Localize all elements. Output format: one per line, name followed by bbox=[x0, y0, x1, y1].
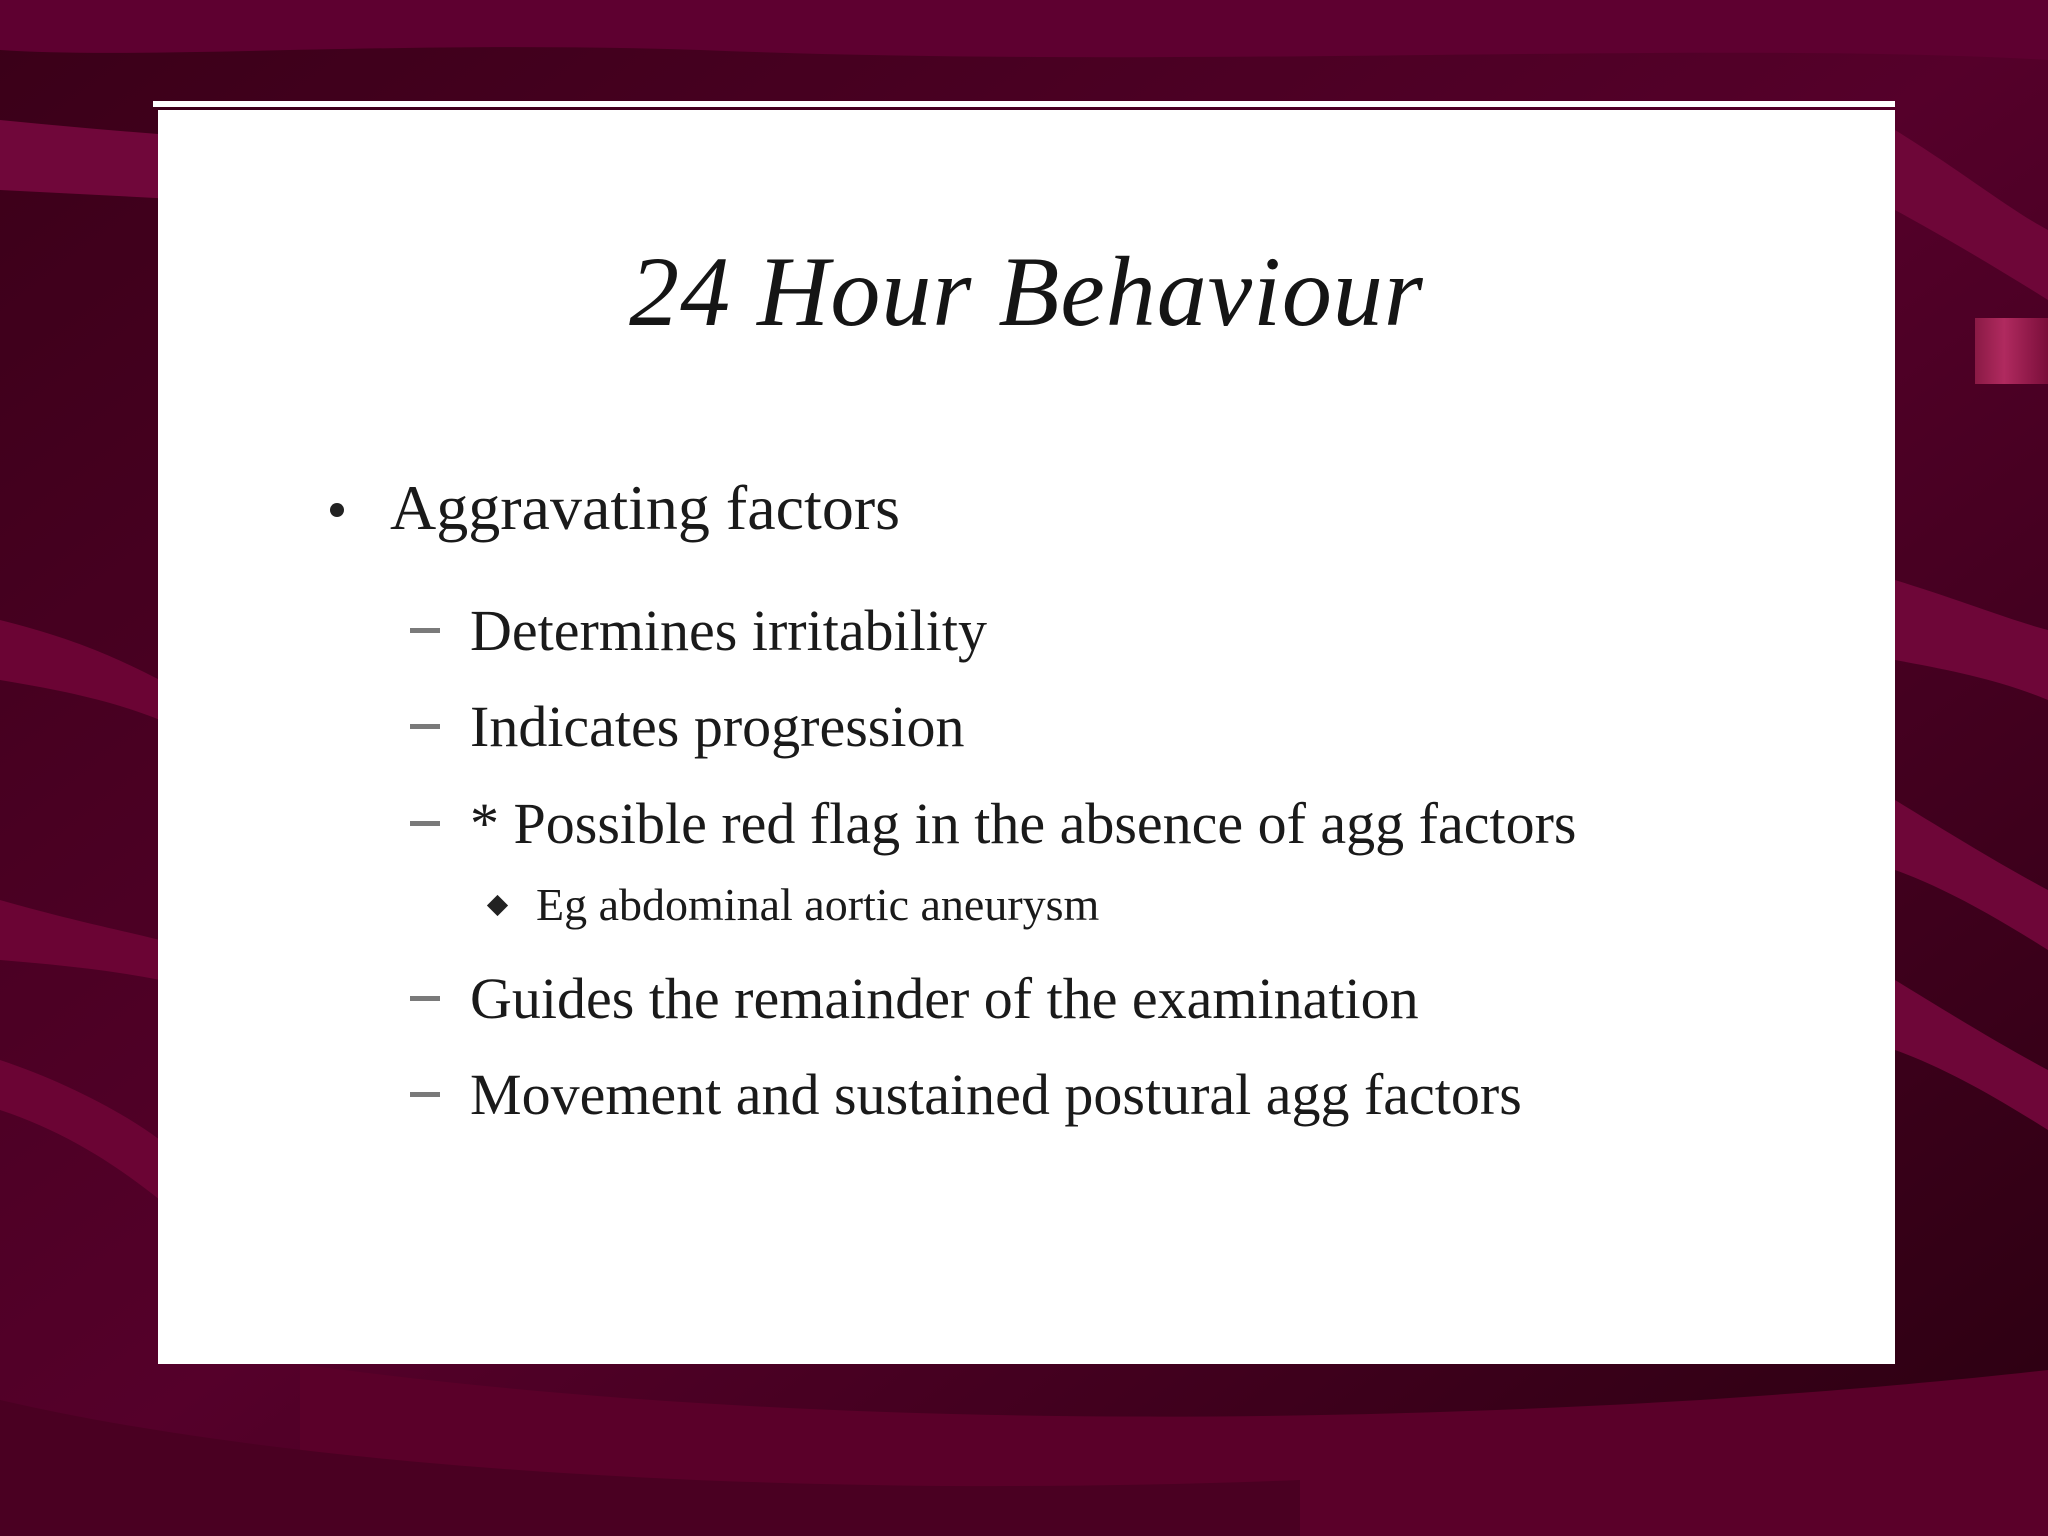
subitem-possible-red-flag: * Possible red flag in the absence of agg factors bbox=[470, 791, 1577, 856]
subitem-determines-irritability: Determines irritability bbox=[470, 598, 988, 663]
subitem-guides-remainder: Guides the remainder of the examination bbox=[470, 966, 1419, 1031]
slide-panel bbox=[158, 110, 1895, 1364]
slide-top-rule bbox=[153, 101, 1895, 107]
dash-icon bbox=[410, 1092, 440, 1097]
bullet-dot-icon bbox=[330, 503, 344, 517]
dash-icon bbox=[410, 821, 440, 826]
diamond-bullet-icon bbox=[487, 895, 508, 916]
slide-tab-marker bbox=[1975, 318, 2048, 384]
bullet-aggravating-factors: Aggravating factors bbox=[390, 472, 901, 543]
subitem-movement-postural: Movement and sustained postural agg factors bbox=[470, 1062, 1522, 1127]
subitem-indicates-progression: Indicates progression bbox=[470, 694, 965, 759]
dash-icon bbox=[410, 724, 440, 729]
dash-icon bbox=[410, 996, 440, 1001]
dash-icon bbox=[410, 628, 440, 633]
slide-title: 24 Hour Behaviour bbox=[629, 236, 1424, 347]
subitem-eg-aortic-aneurysm: Eg abdominal aortic aneurysm bbox=[536, 879, 1100, 930]
